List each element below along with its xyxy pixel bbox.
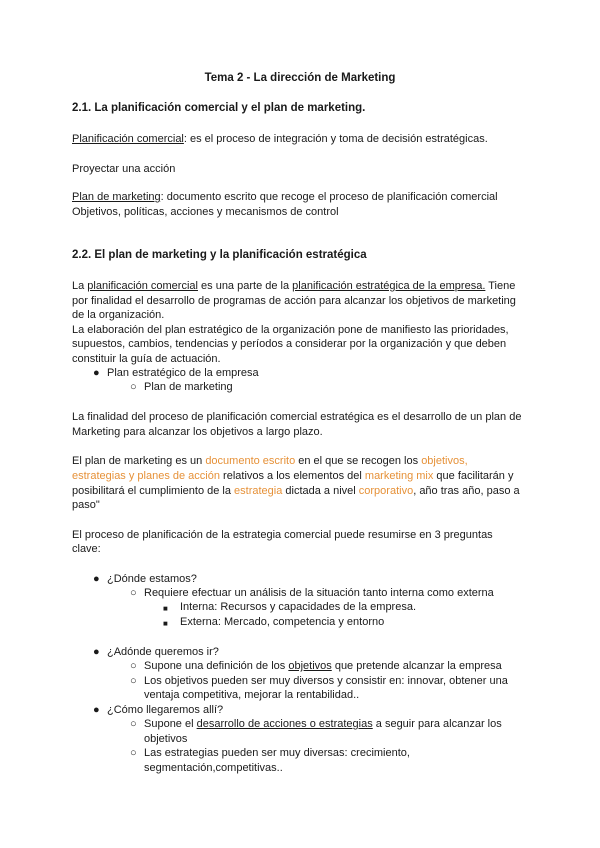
bullet-circle-icon: ○ (130, 660, 137, 672)
highlight-span: estrategia (234, 485, 283, 497)
paragraph-line: Marketing para alcanzar los objetivos a largo plazo. (72, 426, 323, 438)
bullet-square-icon: ■ (163, 619, 168, 628)
paragraph-line: supuestos, cambios, tendencias y períodos a considerar por la organización y que deben (72, 338, 507, 350)
text-span: a seguir para alcanzar los (372, 718, 502, 730)
list-item: ¿Cómo llegaremos allí? (107, 704, 224, 716)
highlight-span: objetivos, (421, 455, 468, 467)
text-span: posibilitará el cumplimiento de la (72, 485, 235, 497)
paragraph-line (72, 454, 468, 468)
paragraph-line (72, 469, 513, 483)
list-item: ¿Adónde queremos ir? (107, 646, 219, 658)
bullet-disc-icon: ● (93, 704, 100, 716)
text-span: que pretende alcanzar la empresa (331, 660, 502, 672)
bullet-circle-icon: ○ (130, 675, 137, 687)
highlight-span: corporativo (358, 485, 414, 497)
text-span: relativos a los elementos del (219, 470, 365, 482)
list-item: Requiere efectuar un análisis de la situación tanto interna como externa (144, 587, 494, 599)
underlined-term: planificación comercial (87, 280, 198, 292)
underlined-term: desarrollo de acciones o estrategias (196, 718, 373, 730)
text-span: La (72, 280, 88, 292)
bullet-circle-icon: ○ (130, 718, 137, 730)
list-item: Los objetivos pueden ser muy diversos y consistir en: innovar, obtener una (144, 675, 508, 687)
text-span: : documento escrito que recoge el proceso de planificación comercial (160, 191, 498, 203)
text-span: El plan de marketing es un (72, 455, 206, 467)
paragraph-line: constituir la guía de actuación. (72, 353, 221, 365)
list-item: Externa: Mercado, competencia y entorno (180, 616, 385, 628)
paragraph-line: La elaboración del plan estratégico de la organización pone de manifiesto las prioridades, (72, 324, 509, 336)
bullet-disc-icon: ● (93, 646, 100, 658)
bullet-circle-icon: ○ (130, 747, 137, 759)
list-item: Plan estratégico de la empresa (107, 367, 259, 379)
paragraph (72, 190, 498, 204)
text-span: que facilitarán y (433, 470, 514, 482)
paragraph-line: El proceso de planificación de la estrategia comercial puede resumirse en 3 preguntas (72, 529, 493, 541)
page-title: Tema 2 - La dirección de Marketing (204, 72, 396, 84)
text-span: Supone una definición de los (144, 660, 289, 672)
bullet-circle-icon: ○ (130, 381, 137, 393)
bullet-circle-icon: ○ (130, 587, 137, 599)
list-item: Interna: Recursos y capacidades de la empresa. (180, 601, 417, 613)
text-span: dictada a nivel (282, 485, 359, 497)
list-item (144, 659, 502, 673)
paragraph-line: paso" (72, 499, 100, 511)
bullet-square-icon: ■ (163, 604, 168, 613)
text-span: en el que se recogen los (295, 455, 422, 467)
paragraph (72, 279, 515, 293)
paragraph-line: Objetivos, políticas, acciones y mecanismos de control (72, 206, 339, 218)
section-2-heading: 2.2. El plan de marketing y la planificación estratégica (72, 249, 367, 261)
list-item-line: ventaja competitiva, mejorar la rentabilidad.. (144, 689, 360, 701)
list-item-line: segmentación,competitivas.. (144, 762, 283, 774)
paragraph (72, 132, 488, 146)
text-span: : es el proceso de integración y toma de decisión estratégicas. (183, 133, 488, 145)
text-span: , año tras año, paso a (413, 485, 520, 497)
term: Plan de marketing (72, 191, 161, 203)
highlight-span: marketing mix (364, 470, 434, 482)
paragraph-line: por finalidad el desarrollo de programas de acción para alcanzar los objetivos de marketing (72, 295, 516, 307)
bullet-disc-icon: ● (93, 573, 100, 585)
text-span: Supone el (144, 718, 197, 730)
list-item: Las estrategias pueden ser muy diversas: crecimiento, (144, 747, 410, 759)
underlined-term: objetivos (288, 660, 332, 672)
section-1-heading: 2.1. La planificación comercial y el plan de marketing. (72, 102, 366, 114)
list-item: Plan de marketing (144, 381, 233, 393)
term: Planificación comercial (72, 133, 184, 145)
paragraph: Proyectar una acción (72, 163, 176, 175)
highlight-span: documento escrito (205, 455, 296, 467)
list-item (144, 717, 502, 731)
text-span: Tiene (485, 280, 516, 292)
paragraph-line: de la organización. (72, 309, 165, 321)
paragraph-line: La finalidad del proceso de planificación comercial estratégica es el desarrollo de un plan de (72, 411, 522, 423)
list-item: ¿Dónde estamos? (107, 573, 197, 585)
text-span: es una parte de la (197, 280, 293, 292)
underlined-term: planificación estratégica de la empresa. (292, 280, 486, 292)
highlight-span: estrategias y planes de acción (72, 470, 220, 482)
list-item-line: objetivos (144, 733, 188, 745)
paragraph-line (72, 484, 520, 498)
bullet-disc-icon: ● (93, 367, 100, 379)
paragraph-line: clave: (72, 543, 101, 555)
